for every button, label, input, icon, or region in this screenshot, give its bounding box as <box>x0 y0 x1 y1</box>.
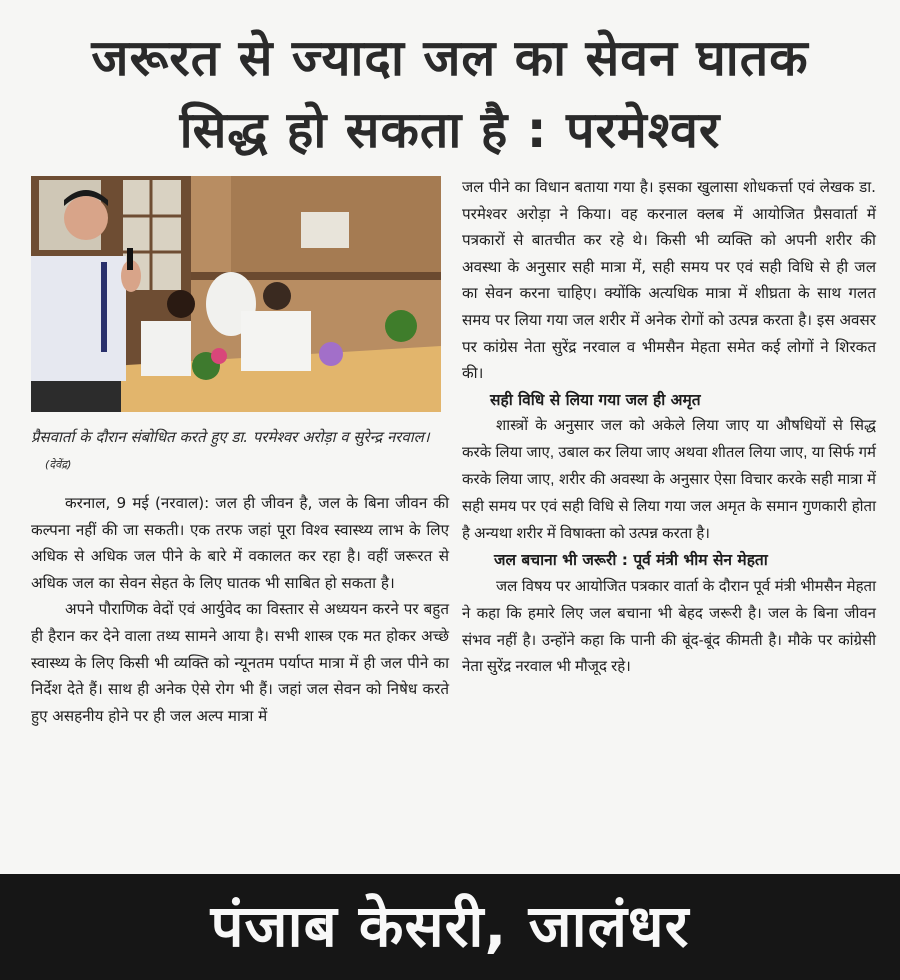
caption-text: प्रैसवार्ता के दौरान संबोधित करते हुए डा. परमेश्वर अरोड़ा व सुरेन्द्र नरवाल। <box>31 428 430 446</box>
subheading-jal-bachana: जल बचाना भी जरूरी : पूर्व मंत्री भीम सेन मेहता <box>494 551 768 570</box>
subheading-amrit: सही विधि से लिया गया जल ही अमृत <box>490 390 701 409</box>
article-paragraph: जल विषय पर आयोजित पत्रकार वार्ता के दौरान पूर्व मंत्री भीमसैन मेहता ने कहा कि हमारे लिए जल बचाना भी बेहद जरूरी है। जल के बिना जीवन संभव नहीं है। उन्होंने कहा कि पानी की बूंद-बूंद कीमती है। मौके पर कांग्रेसी नेता सुरेंद्र नरवाल भी मौजूद रहे। <box>462 577 876 676</box>
newspaper-name: पंजाब केसरी, जालंधर <box>210 892 690 960</box>
photo-credit: (देवेंद्र) <box>45 458 72 471</box>
footer-banner <box>0 874 900 980</box>
article-left-column <box>31 490 449 729</box>
article-paragraph: शास्त्रों के अनुसार जल को अकेले लिया जाए या औषधियों से सिद्ध करके लिया जाए, उबाल कर लिया जाए अथवा शीतल लिया जाए, या सिर्फ गर्म करके लिया जाए, शरीर की अवस्था के अनुसार ऐसा विचार करके सही मात्रा में सही समय पर एवं सही विधि से लिया गया जल अमृत के समान गुणकारी होता है अन्यथा शरीर में विषाक्ता को उत्पन्न करता है। <box>462 417 876 542</box>
press-conference-photo <box>31 176 441 412</box>
article-right-column <box>462 174 876 681</box>
article-paragraph: जल पीने का विधान बताया गया है। इसका खुलासा शोधकर्त्ता एवं लेखक डा. परमेश्वर अरोड़ा ने किया। वह करनाल क्लब में आयोजित प्रैसवार्ता में पत्रकारों से बातचीत कर रहे थे। किसी भी व्यक्ति को अपनी शरीर की अवस्था के अनुसार सही मात्रा में, सही समय पर एवं सही विधि से ही जल का सेवन करना चाहिए। क्योंकि अत्यधिक मात्रा में शीघ्रता के साथ गलत समय पर लिया गया जल शरीर में अनेक रोगों को उत्पन्न करता है। इस अवसर पर कांग्रेस नेता सुरेंद्र नरवाल व भीमसैन मेहता समेत कई लोगों ने शिरकत की। <box>462 178 876 383</box>
article-paragraph: अपने पौराणिक वेदों एवं आर्युवेद का विस्तार से अध्ययन करने पर बहुत ही हैरान कर देने वाला तथ्य सामने आया है। सभी शास्त्र एक मत होकर अच्छे स्वास्थ्य के लिए किसी भी व्यक्ति को न्यूनतम पर्याप्त मात्रा में ही जल पीने का निर्देश देते हैं। साथ ही अनेक ऐसे रोग भी हैं। जहां जल सेवन को निषेध करते हुए असहनीय होने पर ही जल अल्प मात्रा में <box>31 600 449 725</box>
headline-line-2: सिद्ध हो सकता है : परमेश्वर <box>179 101 721 159</box>
headline-line-1: जरूरत से ज्यादा जल का सेवन घातक <box>91 29 809 87</box>
article-paragraph: करनाल, 9 मई (नरवाल): जल ही जीवन है, जल के बिना जीवन की कल्पना नहीं की जा सकती। एक तरफ जहां पूरा विश्व स्वास्थ्य लाभ के लिए अधिक से अधिक जल पीने के बारे में वकालत कर रहा है। वहीं जरूरत से अधिक जल का सेवन सेहत के लिए घातक भी साबित हो सकता है। <box>31 494 449 592</box>
photo-caption <box>31 424 451 478</box>
